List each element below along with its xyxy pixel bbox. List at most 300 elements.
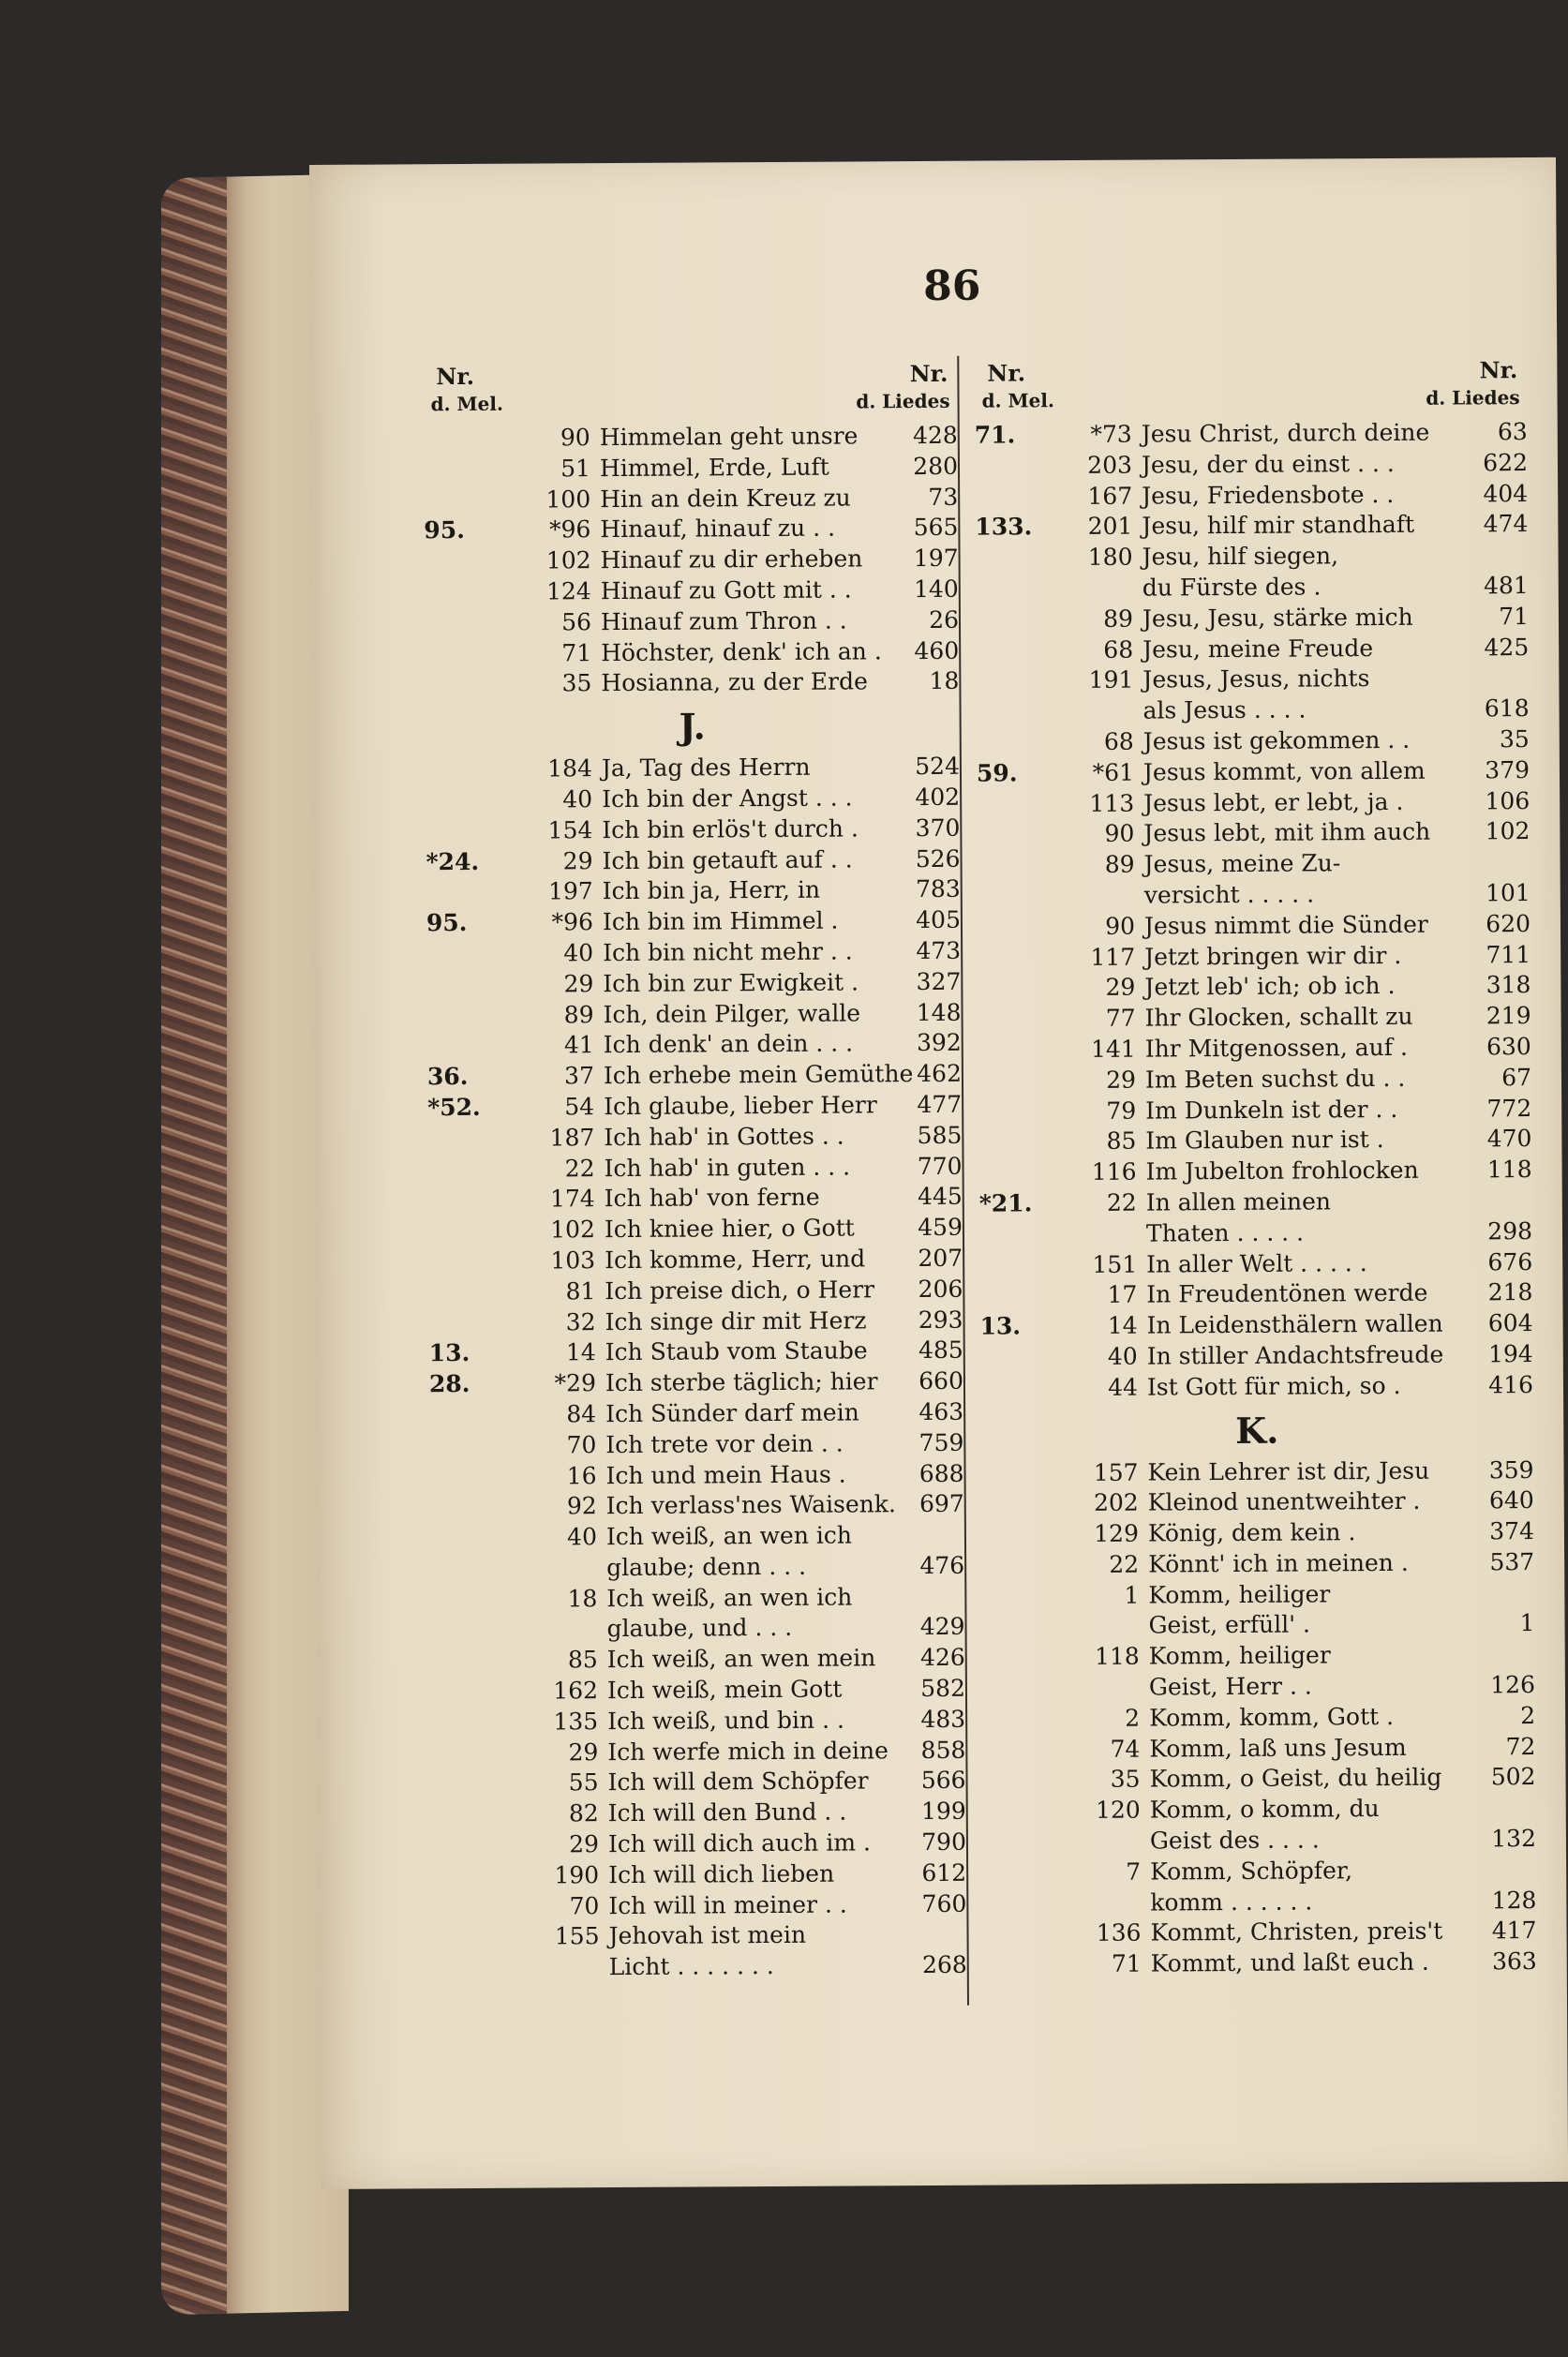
- index-entry: [982, 1764, 1535, 1798]
- index-entry: [983, 1917, 1536, 1950]
- melody-number: 90: [1104, 819, 1135, 848]
- melody-number: 68: [1103, 727, 1134, 755]
- hymn-first-line: Ich weiß, mein Gott: [606, 1675, 843, 1705]
- index-entry: [983, 1856, 1536, 1889]
- index-entry: [428, 1305, 963, 1339]
- melody-number: 29: [569, 1830, 600, 1858]
- hymn-number: 760: [921, 1889, 967, 1917]
- melody-number: [1043, 882, 1135, 883]
- index-entry: [427, 1091, 962, 1125]
- index-entry: [426, 814, 960, 848]
- hymn-number: 582: [920, 1674, 966, 1703]
- hymn-first-line: Kleinod unentweihter .: [1147, 1487, 1421, 1516]
- hymn-first-line: Hinauf zum Thron . .: [600, 606, 847, 635]
- hymn-number: 106: [1485, 786, 1531, 814]
- hymn-number: 101: [1485, 879, 1531, 907]
- hymn-number: 459: [918, 1213, 963, 1242]
- hymn-number: 526: [915, 844, 961, 873]
- hymn-number: 612: [921, 1858, 967, 1887]
- hymn-first-line: Hinauf zu Gott mit . .: [600, 575, 852, 605]
- melody-number: 77: [1105, 1004, 1136, 1032]
- hymn-first-line: Jesus ist gekommen . .: [1142, 725, 1411, 755]
- hymn-first-line: Ich bin getauft auf . .: [602, 845, 853, 874]
- melody-number: 29: [1106, 1066, 1137, 1094]
- hymn-first-line: Ich will dich lieben: [608, 1859, 835, 1888]
- hymn-number: 537: [1489, 1547, 1535, 1576]
- hymn-first-line: Ich singe dir mit Herz: [605, 1305, 867, 1335]
- index-entry: [978, 1156, 1531, 1189]
- melody-number: 40: [563, 939, 594, 967]
- index-entry: [428, 1183, 963, 1216]
- index-entry: [983, 1887, 1536, 1920]
- index-entry: [432, 1798, 966, 1831]
- melody-number: 81: [565, 1276, 596, 1305]
- index-entry: [975, 541, 1528, 574]
- index-entry: [975, 480, 1528, 514]
- melody-number: 197: [547, 877, 593, 905]
- hymn-number: 622: [1483, 448, 1529, 477]
- hymn-first-line: Im Dunkeln ist der . .: [1145, 1095, 1398, 1125]
- index-entry: [426, 875, 961, 909]
- melody-number: 174: [549, 1185, 595, 1213]
- hymn-first-line: Komm, Schöpfer,: [1150, 1857, 1353, 1886]
- index-entry: [976, 694, 1529, 728]
- melody-number: 167: [1087, 482, 1133, 510]
- hymn-first-line: Jesu, hilf siegen,: [1142, 542, 1339, 571]
- hymn-number: 770: [917, 1152, 963, 1180]
- index-entry: [426, 753, 960, 786]
- hymn-first-line: Jesu, meine Freude: [1142, 634, 1374, 664]
- index-entry: [424, 544, 958, 578]
- hymn-first-line: Im Jubelton frohlocken: [1145, 1156, 1419, 1186]
- index-entry: [426, 937, 961, 971]
- index-entry: [432, 1920, 966, 1954]
- index-entry: [975, 510, 1528, 544]
- hymn-first-line: Jesu, Friedensbote . .: [1142, 480, 1395, 510]
- hymn-first-line: Im Glauben nur ist .: [1145, 1126, 1384, 1155]
- index-entry: [425, 636, 959, 670]
- index-entry: [982, 1702, 1535, 1736]
- hymn-number: 206: [918, 1275, 963, 1303]
- index-entry: [978, 910, 1531, 944]
- melody-number: 89: [1103, 604, 1134, 633]
- hymn-number: 197: [913, 544, 959, 573]
- hymn-number: 688: [918, 1459, 964, 1487]
- section-number: *21.: [978, 1189, 1033, 1217]
- hymn-first-line: Ja, Tag des Herrn: [601, 753, 811, 783]
- section-number: 59.: [976, 759, 1018, 787]
- melody-number: [505, 1616, 597, 1617]
- melody-number: *61: [1092, 758, 1135, 786]
- hymn-number: 416: [1488, 1370, 1534, 1399]
- index-entry: [975, 418, 1528, 452]
- melody-number: 157: [1093, 1458, 1139, 1486]
- hymn-first-line: Ich weiß, an wen ich: [605, 1521, 853, 1551]
- hymn-first-line: Ich hab' von ferne: [604, 1184, 820, 1213]
- index-entry: [432, 1859, 966, 1893]
- hymn-first-line: Kommt, Christen, preis't: [1150, 1917, 1443, 1947]
- hymn-first-line: du Fürste des .: [1142, 573, 1322, 602]
- index-entry: [426, 906, 961, 940]
- hymn-number: 474: [1483, 510, 1529, 538]
- hymn-number: 772: [1486, 1094, 1532, 1122]
- index-entry: [427, 1029, 962, 1063]
- hymn-number: 476: [919, 1551, 965, 1579]
- index-entry: [432, 1828, 966, 1862]
- hymn-number: 379: [1485, 755, 1531, 784]
- hymn-first-line: Jetzt bringen wir dir .: [1144, 941, 1402, 971]
- hymn-number: 327: [916, 967, 962, 995]
- hymn-number: 73: [928, 483, 959, 511]
- header-nr-lied: Nr.: [909, 359, 948, 388]
- hymn-first-line: Ich weiß, und bin . .: [607, 1706, 844, 1735]
- hymn-first-line: Höchster, denk' ich an .: [601, 636, 882, 666]
- hymn-number: 565: [913, 514, 959, 542]
- melody-number: 29: [568, 1738, 599, 1767]
- hymn-number: 759: [918, 1428, 964, 1456]
- index-entry: [978, 879, 1531, 913]
- index-entry: [433, 1951, 967, 1985]
- index-entry: [981, 1486, 1534, 1520]
- hymn-first-line: Jesus lebt, mit ihm auch: [1143, 818, 1431, 847]
- hymn-number: 118: [1486, 1156, 1532, 1184]
- index-entry: [978, 1095, 1531, 1128]
- hymn-first-line: Ich bin der Angst . . .: [602, 783, 853, 813]
- hymn-number: 502: [1490, 1763, 1536, 1791]
- hymn-number: 318: [1486, 971, 1531, 999]
- melody-number: 162: [553, 1677, 599, 1705]
- melody-number: 22: [1106, 1188, 1137, 1216]
- header-nr-mel-sub: d. Mel.: [430, 392, 503, 416]
- melody-number: 135: [553, 1708, 599, 1736]
- hymn-number: 207: [918, 1244, 963, 1272]
- index-entry: [427, 1122, 962, 1156]
- section-number: 36.: [426, 1063, 469, 1091]
- section-number: 13.: [979, 1312, 1022, 1340]
- hymn-number: 219: [1486, 1002, 1531, 1030]
- hymn-number: 524: [915, 752, 961, 781]
- melody-number: 29: [563, 969, 594, 998]
- melody-number: 29: [1105, 973, 1136, 1002]
- hymn-number: 604: [1487, 1309, 1533, 1337]
- hymn-first-line: Ich komme, Herr, und: [605, 1245, 866, 1275]
- hymn-number: 140: [913, 574, 959, 604]
- hymn-number: 426: [919, 1644, 965, 1672]
- melody-number: 187: [549, 1123, 595, 1152]
- hymn-first-line: Jetzt leb' ich; ob ich .: [1144, 972, 1396, 1001]
- index-entry: [426, 998, 961, 1032]
- melody-number: 35: [561, 669, 592, 697]
- index-entry: [426, 783, 960, 817]
- melody-number: *96: [551, 908, 594, 936]
- hymn-number: 392: [916, 1029, 962, 1057]
- melody-number: 117: [1090, 943, 1136, 971]
- hymn-first-line: Jesus lebt, er lebt, ja .: [1143, 787, 1404, 817]
- hymn-number: 483: [920, 1705, 966, 1733]
- hymn-first-line: Ich will dem Schöpfer: [607, 1767, 869, 1797]
- hymn-first-line: Jesus, Jesus, nichts: [1142, 664, 1370, 694]
- hymn-number: 660: [918, 1366, 964, 1395]
- section-number: *52.: [427, 1093, 481, 1122]
- hymn-number: 445: [917, 1183, 963, 1211]
- melody-number: 55: [568, 1768, 599, 1797]
- hymn-first-line: Ich bin im Himmel .: [602, 906, 839, 936]
- hymn-number: 630: [1486, 1032, 1531, 1061]
- melody-number: 40: [562, 785, 593, 813]
- index-entry: [429, 1398, 963, 1432]
- hymn-number: 566: [920, 1767, 966, 1795]
- hymn-first-line: komm . . . . . .: [1150, 1887, 1313, 1917]
- hymn-first-line: Ist Gott für mich, so .: [1146, 1371, 1401, 1401]
- melody-number: 202: [1093, 1488, 1139, 1517]
- index-entry: [983, 1794, 1536, 1827]
- index-entry: [976, 634, 1529, 667]
- hymn-first-line: Hinauf zu dir erheben: [600, 544, 863, 574]
- melody-number: 32: [565, 1307, 596, 1335]
- hymn-number: 370: [915, 813, 961, 842]
- hymn-number: 425: [1484, 633, 1530, 661]
- melody-number: 71: [1111, 1949, 1142, 1978]
- hymn-number: 374: [1489, 1517, 1535, 1545]
- melody-number: *29: [554, 1369, 597, 1397]
- hymn-first-line: Jesus, meine Zu-: [1143, 849, 1341, 878]
- hymn-first-line: Ich weiß, an wen mein: [606, 1644, 876, 1674]
- melody-number: 90: [1105, 912, 1136, 940]
- melody-number: 203: [1087, 451, 1133, 479]
- hymn-number: 428: [912, 421, 958, 450]
- melody-number: 89: [563, 1000, 594, 1028]
- hymn-first-line: Ich denk' an dein . . .: [603, 1029, 854, 1059]
- index-entry: [432, 1889, 966, 1923]
- hymn-number: 293: [918, 1305, 963, 1334]
- melody-number: 54: [564, 1093, 595, 1121]
- hymn-number: 477: [917, 1090, 963, 1118]
- melody-number: 79: [1106, 1096, 1137, 1125]
- hymn-first-line: Ich und mein Haus .: [605, 1460, 846, 1489]
- section-number: 95.: [424, 516, 465, 544]
- index-entry: [978, 941, 1531, 975]
- melody-number: 89: [1104, 850, 1135, 878]
- hymn-first-line: Komm, o Geist, du heilig: [1149, 1764, 1442, 1794]
- hymn-first-line: Jesu, hilf mir standhaft: [1142, 511, 1415, 540]
- hymn-first-line: In aller Welt . . . . .: [1146, 1248, 1367, 1278]
- index-entry: [424, 453, 958, 486]
- hymn-number: 35: [1499, 725, 1530, 753]
- index-entry: [978, 1125, 1531, 1158]
- section-number: 95.: [426, 909, 468, 937]
- melody-number: 74: [1110, 1735, 1141, 1763]
- index-entries: [424, 422, 967, 1985]
- index-entry: [429, 1336, 963, 1370]
- melody-number: 14: [1107, 1311, 1138, 1339]
- index-column-left: [423, 358, 967, 1985]
- index-entry: [982, 1671, 1535, 1705]
- hymn-first-line: Im Beten suchst du . .: [1144, 1064, 1406, 1094]
- section-number: 13.: [428, 1339, 470, 1367]
- melody-number: 82: [568, 1799, 599, 1827]
- section-number: 71.: [974, 421, 1016, 449]
- hymn-number: 128: [1491, 1886, 1537, 1914]
- hymn-first-line: Kein Lehrer ist dir, Jesu: [1147, 1456, 1430, 1486]
- index-entry: [980, 1456, 1533, 1490]
- index-entry: [424, 483, 958, 516]
- index-entry: [982, 1733, 1535, 1767]
- melody-number: 51: [560, 454, 591, 483]
- index-entry: [979, 1278, 1532, 1312]
- index-entry: [427, 1152, 962, 1186]
- hymn-number: 790: [921, 1827, 967, 1857]
- melody-number: 85: [1106, 1126, 1137, 1156]
- hymn-number: 429: [919, 1613, 965, 1641]
- hymn-number: 359: [1488, 1455, 1534, 1484]
- melody-number: [1047, 1612, 1139, 1613]
- index-entry: [430, 1582, 964, 1616]
- index-entry: [979, 1248, 1532, 1282]
- hymn-number: 72: [1505, 1732, 1536, 1760]
- hymn-first-line: Ich will dich auch im .: [607, 1828, 872, 1858]
- hymn-first-line: König, dem kein .: [1147, 1518, 1356, 1547]
- melody-number: 56: [561, 607, 592, 636]
- hymn-number: 585: [917, 1121, 963, 1149]
- index-entry: [977, 756, 1530, 790]
- melody-number: 71: [561, 638, 592, 666]
- hymn-first-line: Himmel, Erde, Luft: [599, 453, 829, 482]
- hymn-first-line: Ich erhebe mein Gemüthe: [603, 1060, 914, 1090]
- melody-number: 124: [545, 577, 591, 605]
- index-entry: [980, 1371, 1533, 1405]
- hymn-number: 462: [917, 1059, 963, 1088]
- melody-number: 41: [563, 1031, 594, 1059]
- melody-number: 151: [1092, 1250, 1138, 1278]
- melody-number: 129: [1094, 1519, 1140, 1548]
- hymn-number: 63: [1497, 418, 1528, 446]
- melody-number: 100: [545, 485, 591, 514]
- hymn-first-line: Ich verlass'nes Waisenk.: [605, 1490, 896, 1520]
- hymn-first-line: Ich Sünder darf mein: [605, 1398, 859, 1427]
- hymn-number: 126: [1490, 1671, 1536, 1699]
- melody-number: 120: [1095, 1796, 1141, 1825]
- index-entry: [977, 817, 1530, 851]
- hymn-first-line: Ihr Mitgenossen, auf .: [1144, 1033, 1408, 1063]
- index-entry: [429, 1367, 963, 1401]
- hymn-first-line: Komm, o komm, du: [1149, 1795, 1380, 1824]
- hymn-number: 417: [1491, 1917, 1537, 1945]
- hymn-first-line: Ich werfe mich in deine: [607, 1736, 889, 1766]
- melody-number: 90: [560, 424, 590, 452]
- melody-number: [1048, 1674, 1140, 1675]
- index-entry: [425, 606, 959, 640]
- melody-number: 118: [1094, 1642, 1140, 1671]
- header-nr-mel: Nr.: [987, 359, 1026, 387]
- index-entry: [430, 1613, 964, 1647]
- melody-number: [508, 1953, 600, 1954]
- index-entry: [431, 1675, 965, 1708]
- melody-number: 7: [1126, 1857, 1142, 1886]
- index-entry: [431, 1767, 965, 1800]
- hymn-first-line: Kommt, und laßt euch .: [1150, 1947, 1429, 1977]
- hymn-number: 18: [929, 667, 960, 695]
- hymn-first-line: glaube; denn . . .: [606, 1552, 807, 1581]
- hymn-first-line: Komm, heiliger: [1148, 1580, 1331, 1609]
- hymn-number: 470: [1486, 1125, 1532, 1153]
- hymn-first-line: Hin an dein Kreuz zu: [600, 484, 851, 513]
- melody-number: 113: [1089, 789, 1135, 817]
- hymn-first-line: Komm, laß uns Jesum: [1149, 1733, 1407, 1763]
- melody-number: 17: [1107, 1280, 1138, 1309]
- hymn-number: 481: [1483, 572, 1529, 600]
- index-entry: [425, 667, 959, 701]
- hymn-number: 460: [914, 636, 960, 664]
- hymn-number: 463: [918, 1397, 964, 1425]
- hymn-first-line: In allen meinen: [1145, 1187, 1332, 1216]
- hymn-number: 26: [929, 605, 960, 634]
- hymn-number: 2: [1520, 1701, 1536, 1730]
- header-nr-mel: Nr.: [436, 362, 475, 391]
- melody-number: [1049, 1827, 1141, 1828]
- index-entry: [976, 572, 1529, 605]
- hymn-first-line: Thaten . . . . .: [1145, 1218, 1305, 1247]
- melody-number: 116: [1091, 1157, 1137, 1186]
- hymn-number: 298: [1487, 1216, 1533, 1246]
- hymn-first-line: Ich hab' in guten . . .: [604, 1153, 851, 1182]
- marbled-edge: [161, 177, 227, 2315]
- hymn-first-line: Hosianna, zu der Erde: [601, 667, 868, 697]
- header-nr-mel-sub: d. Mel.: [981, 389, 1054, 412]
- hymn-number: 280: [913, 452, 959, 480]
- index-entry: [979, 1217, 1532, 1251]
- melody-number: 70: [566, 1430, 597, 1459]
- hymn-first-line: versicht . . . . .: [1143, 880, 1315, 909]
- hymn-first-line: Geist, Herr . .: [1148, 1672, 1312, 1701]
- melody-number: 37: [564, 1062, 595, 1090]
- hymn-first-line: Jesus kommt, von allem: [1142, 756, 1426, 786]
- melody-number: [505, 1554, 597, 1555]
- hymn-number: 618: [1484, 694, 1530, 723]
- index-entry: [431, 1706, 965, 1739]
- index-entry: [429, 1459, 963, 1493]
- column-header: [974, 354, 1527, 422]
- hymn-first-line: Komm, heiliger: [1148, 1641, 1331, 1670]
- melody-number: 14: [565, 1338, 596, 1366]
- column-header: [423, 358, 957, 425]
- hymn-number: 363: [1491, 1947, 1537, 1976]
- hymn-number: 783: [915, 875, 961, 903]
- melody-number: 44: [1108, 1373, 1139, 1401]
- melody-number: 84: [566, 1400, 597, 1428]
- hymn-first-line: Ihr Glocken, schallt zu: [1144, 1002, 1413, 1032]
- hymn-first-line: Ich, dein Pilger, walle: [603, 998, 861, 1028]
- hymn-first-line: Licht . . . . . . .: [608, 1952, 774, 1981]
- index-entry: [426, 844, 960, 878]
- hymn-first-line: Könnt' ich in meinen .: [1148, 1548, 1409, 1578]
- index-entry: [983, 1825, 1536, 1858]
- melody-number: 2: [1125, 1704, 1141, 1732]
- index-entry: [428, 1275, 963, 1308]
- hymn-first-line: Jehovah ist mein: [608, 1921, 807, 1950]
- index-entry: [978, 971, 1531, 1005]
- melody-number: 136: [1096, 1919, 1142, 1947]
- melody-number: 35: [1110, 1766, 1141, 1794]
- header-nr-lied: Nr.: [1479, 356, 1518, 384]
- index-entry: [981, 1548, 1534, 1582]
- section-number: *24.: [426, 847, 480, 875]
- index-entry: [428, 1245, 963, 1278]
- hymn-number: 199: [920, 1798, 966, 1826]
- hymn-number: 485: [918, 1336, 963, 1365]
- header-nr-lied-sub: d. Liedes: [1426, 386, 1520, 410]
- hymn-first-line: glaube, und . . .: [606, 1614, 793, 1643]
- hymn-first-line: Ich sterbe täglich; hier: [605, 1367, 878, 1397]
